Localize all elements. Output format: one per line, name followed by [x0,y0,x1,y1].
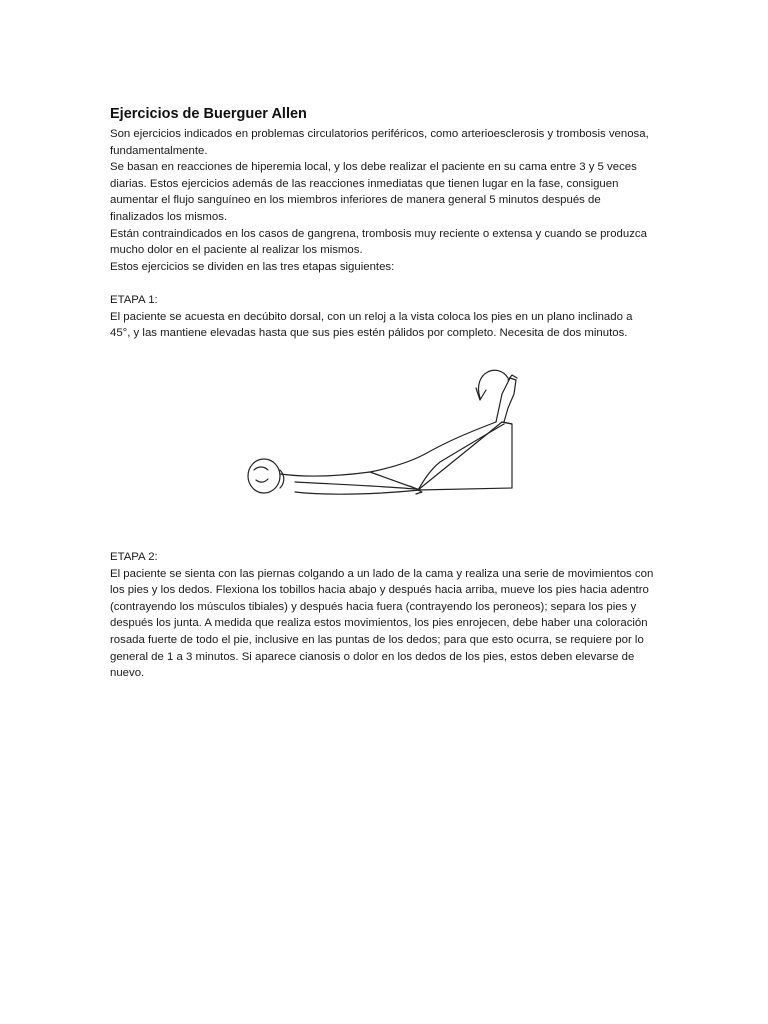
etapa2-text: El paciente se sienta con las piernas colgando a un lado de la cama y realiza una serie de movimientos con los pies y los dedos. Flexiona los tobillos hacia abajo y después hacia arriba, mueve los pies hacia adentro (contrayendo los músculos tibiales) y después hacia fuera (contrayendo los peroneos); separa los pies y después los junta. A medida que realiza estos movimientos, los pies enrojecen, debe haber una coloración rosada fuerte de todo el pie, inclusive en las puntas de los dedos; para que esto ocurra, se requiere por lo general de 1 a 3 minutos. Si aparece cianosis o dolor en los dedos de los pies, estos deben elevarse de nuevo. [110,567,654,680]
intro-paragraph-3: Están contraindicados en los casos de gangrena, trombosis muy reciente o extensa y cuando se produzca mucho dolor en el paciente al realizar los mismos. [110,227,647,257]
intro-paragraph-2: Se basan en reacciones de hiperemia local, y los debe realizar el paciente en su cama entre 3 y 5 veces diarias. Estos ejercicios además de las reacciones inmediatas que tienen lugar en la fase, consiguen aumentar el flujo sanguíneo en los miembros inferiores de manera general 5 minutos después de finalizados los mismos. [110,161,637,223]
document-title: Ejercicios de Buerguer Allen [110,106,307,122]
intro-paragraph-1: Son ejercicios indicados en problemas circulatorios periféricos, como arterioesclerosis y trombosis venosa, fundamentalmente. [110,128,649,157]
etapa2-section [110,549,655,682]
etapa2-heading: ETAPA 2: [110,551,158,563]
etapa1-text: El paciente se acuesta en decúbito dorsal, con un reloj a la vista coloca los pies en un plano inclinado a 45°, y las mantiene elevadas hasta que sus pies estén pálidos por completo. Necesita de dos minutos. [110,310,633,340]
etapa1-heading: ETAPA 1: [110,293,158,306]
patient-inclined-plane-illustration [240,358,530,508]
motion-arrow-icon [478,370,508,398]
inclined-wedge [418,422,512,490]
intro-paragraph-4: Estos ejercicios se dividen en las tres etapas siguientes: [110,260,395,273]
document-body [110,104,655,342]
section-spacer [110,275,655,292]
